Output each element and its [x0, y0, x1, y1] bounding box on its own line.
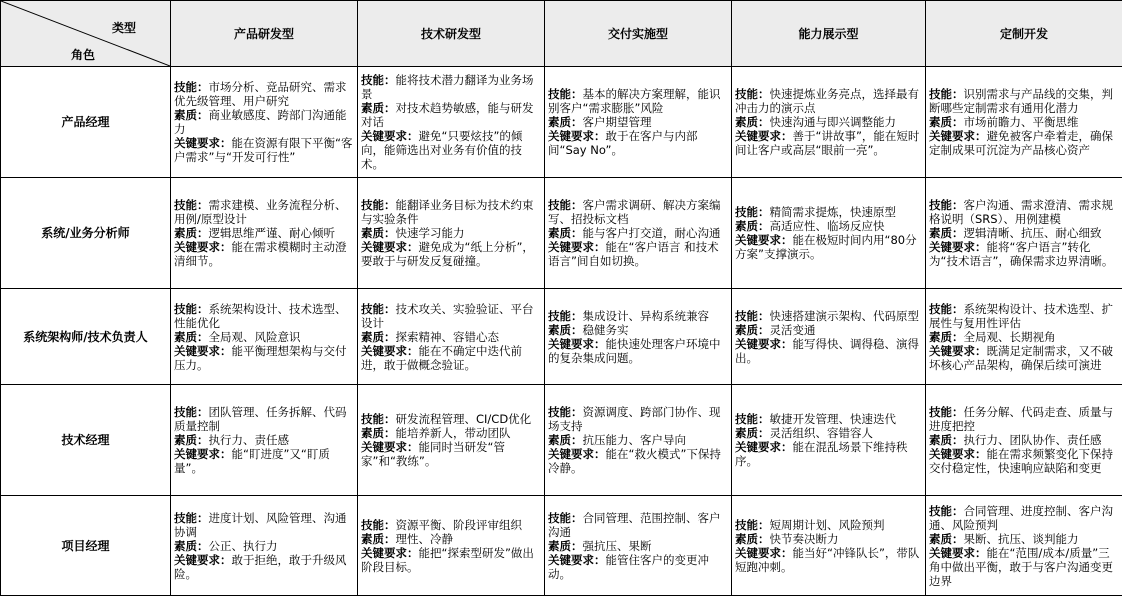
skill-line [174, 198, 354, 226]
quality-label: 素质： [735, 426, 770, 440]
quality-label: 素质： [929, 226, 964, 240]
quality-label: 素质： [735, 219, 770, 233]
quality-line [735, 323, 922, 337]
key-requirement-line [174, 344, 354, 372]
skill-line [929, 198, 1119, 226]
quality-label: 素质： [361, 101, 396, 115]
quality-line [929, 433, 1119, 447]
key-label: 关键要求： [929, 240, 987, 254]
key-label: 关键要求： [735, 545, 793, 560]
key-label: 关键要求： [174, 552, 232, 567]
skill-label: 技能： [361, 73, 396, 87]
skill-line [735, 87, 922, 115]
quality-line-text: 抗压能力、客户导向 [582, 433, 686, 447]
column-header: 产品研发型 [171, 1, 358, 67]
key-label: 关键要求： [361, 240, 419, 254]
skill-line [735, 205, 922, 219]
key-requirement-line [174, 136, 354, 164]
skill-line [929, 405, 1119, 433]
matrix-cell [732, 496, 926, 596]
matrix-cell [926, 385, 1122, 496]
key-label: 关键要求： [735, 129, 793, 143]
skill-label: 技能： [548, 198, 583, 212]
corner-cell [1, 1, 171, 67]
skill-line [361, 302, 541, 330]
table-row [1, 496, 1122, 596]
quality-label: 素质： [929, 115, 964, 129]
skill-line [929, 302, 1119, 330]
quality-line [361, 532, 541, 546]
header-row [1, 1, 1122, 67]
matrix-cell [171, 289, 358, 385]
skill-line [361, 73, 541, 101]
key-requirement-line [174, 240, 354, 268]
key-label: 关键要求： [548, 336, 606, 351]
matrix-cell [358, 385, 545, 496]
quality-line [361, 426, 541, 440]
quality-label: 素质： [735, 531, 770, 546]
key-requirement-line [548, 240, 728, 268]
quality-line [361, 101, 541, 129]
corner-type-label: 类型 [111, 21, 136, 35]
key-requirement-line-text: 避免成为“纸上分析”，要敢于与研发反复碰撞。 [361, 240, 534, 268]
quality-line [548, 433, 728, 447]
matrix-cell [545, 67, 732, 178]
quality-line-text: 探索精神、容错心态 [395, 329, 499, 344]
column-header: 能力展示型 [732, 1, 926, 67]
skill-line-text: 短周期计划、风险预判 [769, 517, 885, 532]
quality-line-text: 全局观、长期视角 [963, 329, 1056, 344]
key-label: 关键要求： [735, 336, 793, 351]
matrix-cell [545, 289, 732, 385]
key-requirement-line [548, 337, 728, 365]
key-requirement-line [361, 344, 541, 372]
quality-label: 素质： [361, 226, 396, 240]
key-label: 关键要求： [361, 343, 419, 358]
skill-line [735, 309, 922, 323]
skill-label: 技能： [735, 308, 770, 323]
key-requirement-line-text: 能在混乱场景下维持秩序。 [735, 440, 908, 468]
skill-label: 技能： [361, 412, 396, 426]
skill-label: 技能： [174, 198, 209, 212]
matrix-cell [732, 67, 926, 178]
key-requirement-line-text: 能在资源有限下平衡“客户需求”与“开发可行性” [174, 136, 353, 164]
skill-label: 技能： [548, 308, 583, 323]
skill-line-text: 精简需求提炼，快速原型 [769, 205, 896, 219]
quality-line [361, 226, 541, 240]
skill-line [548, 405, 728, 433]
quality-line-text: 公正、执行力 [208, 538, 278, 553]
key-requirement-line [174, 553, 354, 581]
key-label: 关键要求： [735, 233, 793, 247]
matrix-cell [358, 496, 545, 596]
skill-label: 技能： [929, 405, 964, 419]
key-label: 关键要求： [174, 240, 232, 254]
quality-line [929, 532, 1119, 546]
matrix-cell [926, 178, 1122, 289]
skill-line-text: 需求建模、业务流程分析、用例/原型设计 [174, 198, 347, 226]
key-requirement-line [548, 553, 728, 581]
role-name: 产品经理 [1, 67, 171, 178]
key-label: 关键要求： [735, 440, 793, 454]
key-requirement-line [548, 129, 728, 157]
skill-line [735, 518, 922, 532]
key-label: 关键要求： [548, 447, 606, 461]
quality-label: 素质： [174, 433, 209, 447]
matrix-cell [358, 67, 545, 178]
quality-line-text: 商业敏感度、跨部门沟通能力 [174, 108, 347, 136]
quality-line [929, 330, 1119, 344]
quality-line-text: 执行力、责任感 [208, 433, 289, 447]
quality-line-text: 果断、抗压、谈判能力 [963, 531, 1079, 546]
quality-line [174, 433, 354, 447]
skill-line-text: 团队管理、任务拆解、代码质量控制 [174, 405, 347, 433]
quality-line [735, 115, 922, 129]
key-label: 关键要求： [548, 240, 606, 254]
skill-line-text: 合同管理、范围控制、客户沟通 [548, 510, 721, 539]
key-requirement-line-text: 能快速处理客户环境中的复杂集成问题。 [548, 336, 721, 365]
quality-line [548, 115, 728, 129]
quality-line-text: 能培养新人，带动团队 [395, 426, 511, 440]
matrix-cell [171, 67, 358, 178]
skill-label: 技能： [735, 517, 770, 532]
key-label: 关键要求： [174, 447, 232, 461]
skill-line-text: 集成设计、异构系统兼容 [582, 308, 709, 323]
column-header: 技术研发型 [358, 1, 545, 67]
skill-line-text: 技术攻关、实验验证、平台设计 [361, 301, 534, 330]
skill-label: 技能： [174, 80, 209, 94]
role-name: 系统架构师/技术负责人 [1, 289, 171, 385]
quality-line-text: 逻辑思维严谨、耐心倾听 [208, 226, 335, 240]
skill-label: 技能： [548, 510, 583, 525]
quality-line [174, 226, 354, 240]
skill-line [548, 511, 728, 539]
quality-label: 素质： [174, 226, 209, 240]
key-label: 关键要求： [548, 552, 606, 567]
skill-line [361, 412, 541, 426]
key-requirement-line [361, 440, 541, 468]
matrix-cell [732, 289, 926, 385]
role-name: 技术经理 [1, 385, 171, 496]
table-row [1, 385, 1122, 496]
table-row [1, 67, 1122, 178]
skill-line-text: 快速搭建演示架构、代码原型 [769, 308, 919, 323]
role-name: 项目经理 [1, 496, 171, 596]
skill-line [735, 412, 922, 426]
key-requirement-line-text: 能在需求频繁变化下保持交付稳定性，快速响应缺陷和变更 [929, 447, 1113, 475]
quality-line [548, 226, 728, 240]
quality-line-text: 市场前瞻力、平衡思维 [963, 115, 1079, 129]
key-requirement-line-text: 能在“救火模式”下保持冷静。 [548, 447, 721, 475]
key-requirement-line-text: 敢于拒绝，敢于升级风险。 [174, 552, 347, 581]
key-label: 关键要求： [929, 545, 987, 560]
matrix-cell [358, 289, 545, 385]
quality-label: 素质： [174, 538, 209, 553]
quality-line [735, 426, 922, 440]
quality-line-text: 能与客户打交道，耐心沟通 [582, 226, 721, 240]
quality-label: 素质： [929, 433, 964, 447]
matrix-cell [926, 496, 1122, 596]
matrix-cell [545, 178, 732, 289]
quality-line-text: 全局观、风险意识 [208, 329, 301, 344]
skill-label: 技能： [735, 205, 770, 219]
corner-role-label: 角色 [71, 48, 96, 62]
skill-line-text: 任务分解、代码走查、质量与进度把控 [929, 405, 1113, 433]
skill-line [361, 518, 541, 532]
key-requirement-line [929, 447, 1119, 475]
key-requirement-line [735, 546, 922, 574]
quality-label: 素质： [548, 322, 583, 337]
table-row [1, 289, 1122, 385]
skill-line-text: 系统架构设计、技术选型、性能优化 [174, 301, 347, 330]
quality-line-text: 理性、冷静 [395, 531, 453, 546]
key-requirement-line [735, 233, 922, 261]
key-requirement-line [361, 546, 541, 574]
key-requirement-line-text: 善于“讲故事”，能在短时间让客户或高层“眼前一亮”。 [735, 129, 920, 157]
skill-line [548, 87, 728, 115]
key-requirement-line-text: 能平衡理想架构与交付压力。 [174, 343, 347, 372]
matrix-cell [171, 178, 358, 289]
skill-line [174, 80, 354, 108]
key-label: 关键要求： [174, 136, 232, 150]
key-label: 关键要求： [361, 129, 419, 143]
quality-line [735, 532, 922, 546]
skill-line-text: 识别需求与产品线的交集，判断哪些定制需求有通用化潜力 [929, 87, 1113, 115]
key-label: 关键要求： [361, 545, 419, 560]
matrix-cell [171, 385, 358, 496]
quality-line-text: 高适应性、临场反应快 [769, 219, 885, 233]
key-requirement-line [174, 447, 354, 475]
key-requirement-line-text: 能同时当研发“管家”和“教练”。 [361, 440, 505, 468]
quality-label: 素质： [929, 329, 964, 344]
skill-label: 技能： [929, 301, 964, 316]
matrix-cell [171, 496, 358, 596]
quality-line [735, 219, 922, 233]
skill-label: 技能： [548, 87, 583, 101]
table-row [1, 178, 1122, 289]
skill-line-text: 客户沟通、需求澄清、需求规格说明（SRS）、用例建模 [929, 198, 1113, 226]
quality-line-text: 对技术趋势敏感，能与研发对话 [361, 101, 534, 129]
key-requirement-line-text: 能在“范围/成本/质量”三角中做出平衡，敢于与客户沟通变更边界 [929, 545, 1113, 588]
quality-label: 素质： [548, 433, 583, 447]
skill-line [174, 302, 354, 330]
skill-line [361, 198, 541, 226]
skill-line [929, 504, 1119, 532]
quality-label: 素质： [548, 538, 583, 553]
quality-label: 素质： [548, 226, 583, 240]
skill-label: 技能： [735, 87, 770, 101]
quality-label: 素质： [735, 115, 770, 129]
quality-line-text: 灵活组织、容错容人 [769, 426, 873, 440]
key-requirement-line-text: 避免“只要炫技”的倾向，能筛选出对业务有价值的技术。 [361, 129, 523, 171]
key-requirement-line [361, 240, 541, 268]
key-requirement-line-text: 能在不确定中迭代前进，敢于做概念验证。 [361, 343, 522, 372]
key-requirement-line [929, 546, 1119, 588]
skill-label: 技能： [735, 412, 770, 426]
skill-line-text: 客户需求调研、解决方案编写、招投标文档 [548, 198, 721, 226]
key-label: 关键要求： [174, 343, 232, 358]
quality-line [361, 330, 541, 344]
quality-line [929, 115, 1119, 129]
quality-label: 素质： [361, 426, 396, 440]
skill-line-text: 市场分析、竞品研究、需求优先级管理、用户研究 [174, 80, 347, 108]
key-label: 关键要求： [548, 129, 606, 143]
skill-line-text: 能翻译业务目标为技术约束与实验条件 [361, 198, 534, 226]
role-name: 系统/业务分析师 [1, 178, 171, 289]
key-requirement-line-text: 能写得快、调得稳、演得出。 [735, 336, 919, 365]
skill-line [174, 405, 354, 433]
key-label: 关键要求： [929, 129, 987, 143]
skill-line-text: 快速提炼业务亮点，选择最有冲击力的演示点 [735, 87, 919, 115]
quality-line-text: 客户期望管理 [582, 115, 652, 129]
key-requirement-line-text: 能“盯进度”又“盯质量”。 [174, 447, 330, 475]
quality-line [548, 539, 728, 553]
skill-line-text: 敏捷开发管理、快速迭代 [769, 412, 896, 426]
quality-label: 素质： [361, 531, 396, 546]
skill-label: 技能： [548, 405, 583, 419]
quality-label: 素质： [929, 531, 964, 546]
skill-line-text: 合同管理、进度控制、客户沟通、风险预判 [929, 503, 1113, 532]
quality-line-text: 逻辑清晰、抗压、耐心细致 [963, 226, 1102, 240]
skill-line-text: 基本的解决方案理解，能识别客户“需求膨胀”风险 [548, 87, 721, 115]
key-requirement-line [929, 240, 1119, 268]
column-header: 交付实施型 [545, 1, 732, 67]
key-requirement-line [929, 344, 1119, 372]
quality-line [174, 108, 354, 136]
matrix-cell [358, 178, 545, 289]
key-requirement-line-text: 能在“客户语言 和技术语言”间自如切换。 [548, 240, 719, 268]
quality-line [929, 226, 1119, 240]
quality-line-text: 快速沟通与即兴调整能力 [769, 115, 896, 129]
skill-line-text: 资源调度、跨部门协作、现场支持 [548, 405, 721, 433]
skill-label: 技能： [174, 510, 209, 525]
skill-line-text: 进度计划、风险管理、沟通协调 [174, 510, 347, 539]
quality-label: 素质： [174, 329, 209, 344]
matrix-cell [926, 289, 1122, 385]
key-requirement-line [548, 447, 728, 475]
quality-line [548, 323, 728, 337]
quality-line-text: 快节奏决断力 [769, 531, 839, 546]
matrix-cell [926, 67, 1122, 178]
quality-label: 素质： [174, 108, 209, 122]
key-label: 关键要求： [929, 343, 987, 358]
skill-line-text: 研发流程管理、CI/CD优化 [395, 412, 532, 426]
key-requirement-line [361, 129, 541, 171]
skill-label: 技能： [361, 517, 396, 532]
key-requirement-line [735, 129, 922, 157]
key-requirement-line-text: 敢于在客户与内部间“Say No”。 [548, 129, 698, 157]
skill-label: 技能： [174, 405, 209, 419]
skill-label: 技能： [929, 87, 964, 101]
matrix-cell [545, 496, 732, 596]
skill-label: 技能： [361, 198, 396, 212]
column-header: 定制开发 [926, 1, 1122, 67]
quality-line-text: 快速学习能力 [395, 226, 465, 240]
skill-line [174, 511, 354, 539]
quality-line-text: 强抗压、果断 [582, 538, 652, 553]
key-requirement-line-text: 能在需求模糊时主动澄清细节。 [174, 240, 347, 268]
quality-label: 素质： [361, 329, 396, 344]
quality-line-text: 灵活变通 [769, 322, 816, 337]
key-requirement-line [735, 440, 922, 468]
skill-line [548, 309, 728, 323]
matrix-cell [732, 385, 926, 496]
key-requirement-line-text: 既满足定制需求，又不破坏核心产品架构，确保后续可演进 [929, 343, 1113, 372]
key-label: 关键要求： [929, 447, 987, 461]
key-requirement-line [929, 129, 1119, 157]
key-requirement-line-text: 能把“探索型研发”做出阶段目标。 [361, 545, 534, 574]
skill-line-text: 系统架构设计、技术选型、扩展性与复用性评估 [929, 301, 1113, 330]
quality-line-text: 执行力、团队协作、责任感 [963, 433, 1102, 447]
quality-line [174, 539, 354, 553]
matrix-body [1, 67, 1122, 596]
skill-label: 技能： [929, 198, 964, 212]
matrix-cell [545, 385, 732, 496]
skill-label: 技能： [929, 503, 964, 518]
skill-line [929, 87, 1119, 115]
skill-line [548, 198, 728, 226]
key-requirement-line-text: 能当好“冲锋队长”，带队短跑冲刺。 [735, 545, 920, 574]
key-requirement-line-text: 避免被客户牵着走，确保定制成果可沉淀为产品核心资产 [929, 129, 1113, 157]
key-requirement-line [735, 337, 922, 365]
skill-line-text: 能将技术潜力翻译为业务场景 [361, 73, 534, 101]
key-label: 关键要求： [361, 440, 419, 454]
matrix-cell [732, 178, 926, 289]
key-requirement-line-text: 能将“客户语言”转化为“技术语言”，确保需求边界清晰。 [929, 240, 1114, 268]
key-requirement-line-text: 能管住客户的变更冲动。 [548, 552, 709, 581]
key-requirement-line-text: 能在极短时间内用“80分方案”支撑演示。 [735, 233, 917, 261]
quality-line [174, 330, 354, 344]
skill-line-text: 资源平衡、阶段评审组织 [395, 517, 522, 532]
quality-label: 素质： [735, 322, 770, 337]
quality-line-text: 稳健务实 [582, 322, 629, 337]
quality-label: 素质： [548, 115, 583, 129]
skill-label: 技能： [174, 301, 209, 316]
skill-label: 技能： [361, 301, 396, 316]
